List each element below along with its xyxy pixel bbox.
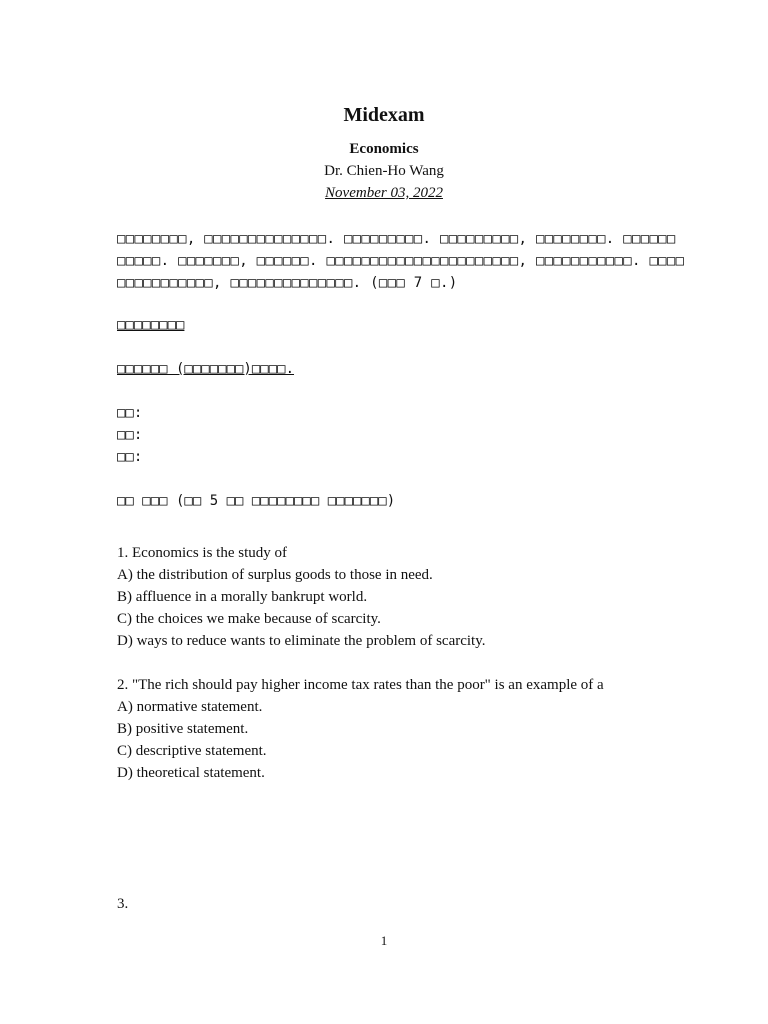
section-heading-1: □□□□□□□□ bbox=[117, 317, 185, 333]
question-stem: 3. bbox=[117, 896, 129, 912]
section-heading-2: □□□□□□ (□□□□□□□)□□□□. bbox=[117, 361, 295, 377]
instructions-line: □□□□□□□□, □□□□□□□□□□□□□□. □□□□□□□□□. □□□□□□□□□, □□□□□□□□. □□□□□□ bbox=[117, 231, 676, 247]
exam-date: November 03, 2022 bbox=[325, 185, 443, 201]
author-name: Dr. Chien-Ho Wang bbox=[324, 163, 444, 179]
page-title: Midexam bbox=[343, 104, 425, 126]
answer-option: A) normative statement. bbox=[117, 699, 263, 715]
page-number: 1 bbox=[380, 933, 388, 948]
question-stem: 2. "The rich should pay higher income tax rates than the poor" is an example of a bbox=[117, 677, 604, 693]
answer-option: B) positive statement. bbox=[117, 721, 249, 737]
answer-option: D) ways to reduce wants to eliminate the problem of scarcity. bbox=[117, 633, 486, 649]
instructions-paragraph bbox=[117, 228, 685, 294]
question-1 bbox=[117, 542, 657, 652]
info-field: □□: bbox=[117, 427, 143, 443]
question-2 bbox=[117, 674, 657, 784]
info-field: □□: bbox=[117, 405, 143, 421]
subject-heading: Economics bbox=[349, 141, 419, 157]
section-title: □□ □□□ (□□ 5 □□ □□□□□□□□ □□□□□□□) bbox=[117, 493, 396, 509]
answer-option: C) the choices we make because of scarcity. bbox=[117, 611, 381, 627]
question-stem: 1. Economics is the study of bbox=[117, 545, 287, 561]
info-field: □□: bbox=[117, 449, 143, 465]
instructions-line: □□□□□. □□□□□□□, □□□□□□. □□□□□□□□□□□□□□□□□□□□□□, □□□□□□□□□□□. □□□□ bbox=[117, 253, 685, 269]
answer-option: A) the distribution of surplus goods to those in need. bbox=[117, 567, 433, 583]
answer-option: D) theoretical statement. bbox=[117, 765, 265, 781]
question-3 bbox=[117, 893, 657, 915]
answer-option: C) descriptive statement. bbox=[117, 743, 267, 759]
student-info-fields bbox=[117, 402, 657, 468]
answer-option: B) affluence in a morally bankrupt world. bbox=[117, 589, 368, 605]
instructions-line: □□□□□□□□□□□, □□□□□□□□□□□□□□. (□□□ 7 □.) bbox=[117, 275, 458, 291]
